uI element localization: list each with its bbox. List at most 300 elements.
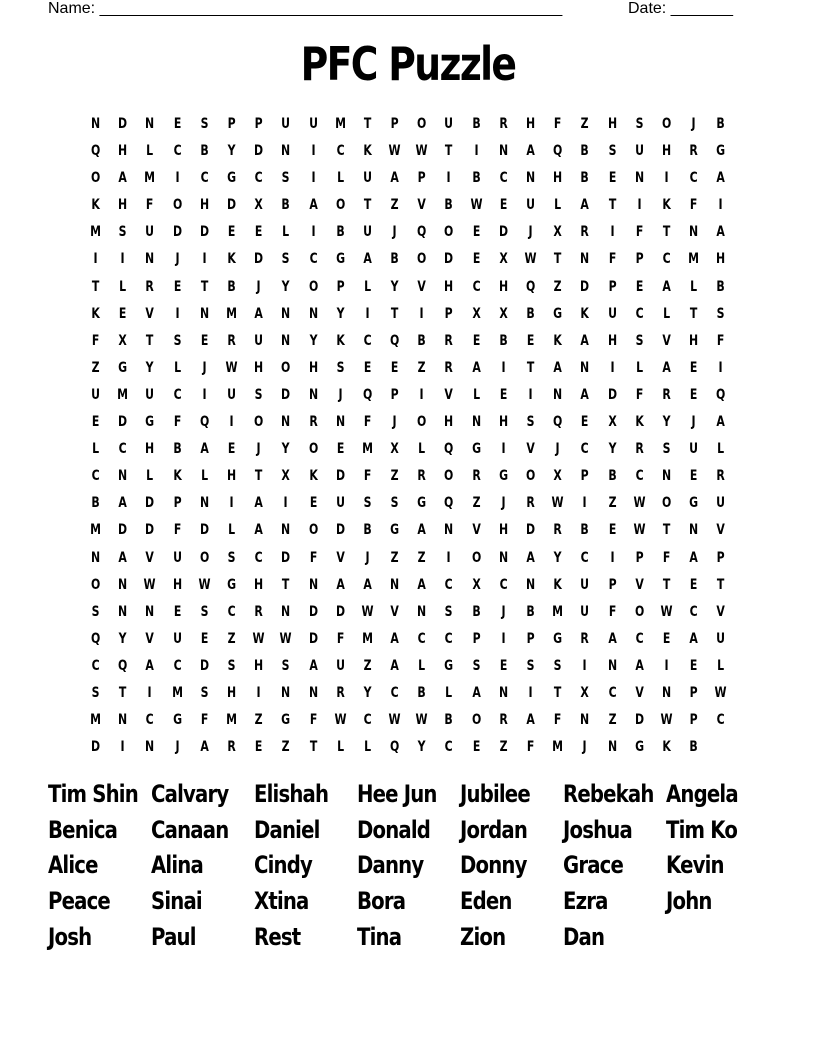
grid-letter: Z [417,549,426,566]
grid-letter: W [660,603,673,620]
grid-letter: X [390,441,399,458]
grid-letter: I [501,359,506,376]
grid-letter: Z [91,359,100,376]
grid-letter: P [445,305,454,322]
grid-letter: F [554,712,562,729]
grid-letter: B [281,197,291,214]
grid-letter: D [199,224,209,241]
grid-letter: L [418,657,426,674]
grid-letter: C [145,712,154,729]
grid-letter: M [226,305,237,322]
grid-letter: I [311,143,316,160]
grid-letter: D [145,495,155,512]
grid-letter: C [662,251,671,268]
grid-letter: L [635,359,643,376]
grid-letter: I [256,684,261,701]
grid-letter: E [173,278,181,295]
grid-letter: D [335,603,345,620]
grid-letter: M [144,170,156,187]
grid-letter: A [662,278,671,295]
grid-letter: U [689,441,699,458]
grid-letter: V [444,386,454,403]
grid-letter: C [309,251,318,268]
grid-letter: I [229,495,234,512]
grid-letter: M [171,684,183,701]
grid-letter: O [335,197,345,214]
grid-letter: S [281,170,290,187]
grid-letter: Y [281,278,290,295]
grid-letter: N [661,684,672,701]
grid-letter: U [580,603,590,620]
grid-letter: G [553,630,563,647]
grid-letter: P [689,712,698,729]
grid-letter: W [551,495,564,512]
grid-letter: M [362,630,373,647]
grid-letter: L [228,522,236,539]
grid-letter: O [525,468,536,485]
grid-letter: N [607,657,617,674]
grid-letter: Q [444,441,454,458]
word-list-item: Dan [563,922,605,951]
grid-letter: T [200,278,209,295]
name-field-label[interactable]: Name: ____________________________________________________ [48,0,563,17]
grid-letter: K [308,468,318,485]
grid-letter: V [716,603,726,620]
grid-letter: K [553,332,563,349]
grid-letter: C [499,576,508,593]
grid-letter: J [175,251,180,268]
grid-letter: C [254,170,263,187]
grid-letter: T [282,576,290,593]
grid-letter: N [91,549,101,566]
grid-letter: W [660,712,673,729]
grid-letter: U [335,495,345,512]
grid-letter: P [417,170,426,187]
grid-letter: P [608,278,617,295]
grid-letter: C [635,305,644,322]
grid-letter: N [281,414,291,431]
grid-letter: R [499,712,508,729]
grid-letter: V [417,278,427,295]
grid-letter: H [498,522,508,539]
grid-letter: Y [390,278,399,295]
word-list-item: Joshua [563,815,632,844]
grid-letter: M [688,251,700,268]
grid-letter: B [91,495,100,512]
grid-letter: Y [608,441,617,458]
grid-letter: Z [227,630,236,647]
grid-letter: R [227,332,236,349]
grid-letter: I [474,143,479,160]
word-list-item: Tina [357,922,402,951]
grid-letter: T [390,305,399,322]
header [48,0,748,20]
grid-letter: X [254,197,263,214]
grid-letter: W [633,495,646,512]
grid-letter: K [172,468,182,485]
grid-letter: B [580,170,590,187]
grid-letter: F [526,739,535,756]
grid-letter: T [363,197,372,214]
word-list-item: Cindy [254,851,313,880]
grid-letter: S [281,251,290,268]
grid-letter: O [444,468,454,485]
grid-letter: D [118,116,128,132]
grid-letter: H [226,468,237,485]
grid-letter: D [580,278,590,295]
grid-letter: G [689,495,699,512]
grid-letter: B [472,603,481,620]
grid-letter: F [608,251,616,268]
grid-letter: A [580,197,590,214]
grid-letter: S [472,657,481,674]
grid-letter: W [388,143,401,160]
word-list-item: Tim Shin [48,780,138,808]
grid-letter: A [200,739,209,756]
grid-letter: U [172,549,182,566]
grid-letter: W [524,251,537,268]
grid-letter: K [363,143,372,160]
grid-letter: H [172,576,182,593]
grid-letter: C [254,549,263,566]
grid-letter: F [662,549,671,566]
grid-letter: B [716,278,726,295]
grid-letter: R [553,522,562,539]
grid-letter: W [198,576,211,593]
grid-letter: B [472,170,481,187]
grid-letter: L [282,224,290,241]
grid-letter: B [580,143,590,160]
grid-letter: V [635,576,644,593]
grid-letter: I [446,170,452,187]
grid-letter: A [308,197,318,214]
grid-letter: Q [553,414,563,431]
grid-letter: Y [363,684,372,701]
grid-letter: C [445,739,454,756]
grid-letter: A [526,712,535,729]
grid-letter: G [471,441,481,458]
grid-letter: B [716,116,726,132]
grid-letter: R [472,468,481,485]
grid-letter: I [664,170,669,187]
grid-letter: O [471,712,481,729]
grid-letter: S [200,116,209,132]
grid-letter: Q [118,657,128,674]
grid-letter: Q [716,386,726,403]
grid-letter: T [608,197,616,214]
grid-letter: I [311,224,316,241]
grid-letter: H [716,251,726,268]
grid-letter: N [471,414,481,431]
grid-letter: Z [608,712,617,729]
grid-letter: O [417,251,427,268]
grid-letter: W [225,359,238,376]
grid-letter: C [390,684,399,701]
grid-letter: R [254,603,263,620]
grid-letter: R [227,739,236,756]
grid-letter: I [637,197,642,214]
grid-letter: X [553,224,562,241]
grid-letter: N [526,170,536,187]
grid-letter: N [444,522,454,539]
grid-letter: R [444,332,454,349]
grid-letter: G [335,251,345,268]
letter-grid [82,111,735,761]
grid-letter: W [279,630,292,647]
grid-letter: S [118,224,127,241]
grid-letter: K [91,305,100,322]
grid-letter: C [635,630,644,647]
grid-letter: Y [227,143,236,160]
grid-letter: V [471,522,481,539]
grid-letter: G [227,170,237,187]
grid-letter: P [472,630,481,647]
grid-letter: F [717,332,725,349]
grid-letter: G [444,657,454,674]
grid-letter: D [335,468,345,485]
grid-letter: I [664,657,669,674]
grid-letter: A [716,414,726,431]
grid-letter: F [200,712,209,729]
grid-letter: F [689,197,698,214]
grid-letter: O [661,116,672,132]
grid-letter: N [118,468,128,485]
grid-letter: N [118,576,128,593]
grid-letter: E [499,657,508,674]
grid-letter: Q [444,495,454,512]
grid-letter: A [254,522,263,539]
grid-letter: T [554,251,562,268]
page-title: PFC Puzzle [300,37,516,91]
grid-letter: E [635,278,644,295]
grid-letter: W [415,712,428,729]
grid-letter: S [662,441,671,458]
grid-letter: I [93,251,98,268]
grid-letter: H [444,278,454,295]
grid-letter: N [417,603,427,620]
grid-letter: E [689,576,698,593]
grid-letter: B [417,684,426,701]
grid-letter: E [227,441,236,458]
grid-letter: M [90,522,102,539]
grid-letter: Z [254,712,263,729]
grid-letter: L [173,359,181,376]
word-list-item: Canaan [151,815,229,844]
grid-letter: I [419,386,424,403]
grid-letter: O [471,549,481,566]
grid-letter: Y [146,359,154,376]
grid-letter: D [281,386,291,403]
grid-letter: X [499,251,508,268]
grid-letter: A [308,657,318,674]
grid-letter: U [444,116,454,132]
grid-letter: S [173,332,182,349]
grid-letter: Z [281,739,290,756]
grid-letter: X [281,468,291,485]
grid-letter: L [418,441,426,458]
grid-letter: A [254,495,263,512]
grid-letter: V [716,522,726,539]
grid-letter: A [716,224,726,241]
grid-letter: H [145,441,155,458]
grid-letter: N [607,739,617,756]
word-list-item: Elishah [254,780,329,808]
grid-letter: R [526,495,535,512]
grid-letter: L [690,278,698,295]
grid-letter: J [691,116,696,132]
word-list-item: Eden [460,887,512,916]
grid-letter: H [498,414,508,431]
grid-letter: O [90,576,101,593]
grid-letter: U [716,495,726,512]
grid-letter: U [254,332,264,349]
grid-letter: Q [525,278,536,295]
grid-letter: A [200,441,209,458]
grid-letter: C [200,170,209,187]
grid-letter: N [634,170,644,187]
grid-letter: Z [390,549,399,566]
grid-letter: O [90,170,101,187]
grid-letter: F [146,197,154,214]
grid-letter: S [526,657,535,674]
grid-letter: R [417,468,427,485]
grid-letter: N [91,116,101,132]
grid-letter: P [635,251,644,268]
grid-letter: X [472,576,481,593]
grid-letter: B [526,305,535,322]
grid-letter: S [200,603,209,620]
grid-letter: C [173,657,182,674]
grid-letter: U [308,116,318,132]
grid-letter: I [229,414,234,431]
grid-letter: C [689,603,698,620]
grid-letter: E [499,197,508,214]
grid-letter: E [200,332,209,349]
grid-letter: D [226,197,237,214]
grid-letter: R [145,278,155,295]
word-list-item: Calvary [151,780,229,808]
grid-letter: E [336,441,345,458]
grid-letter: B [472,116,481,132]
grid-letter: B [227,278,236,295]
grid-letter: E [173,116,181,132]
grid-letter: E [119,305,127,322]
date-field-label[interactable]: Date: _______ [628,0,733,17]
grid-letter: C [118,441,127,458]
grid-letter: M [117,386,129,403]
grid-letter: T [254,468,263,485]
grid-letter: F [554,116,562,132]
grid-letter: P [390,116,399,132]
grid-letter: K [227,251,236,268]
grid-letter: R [336,684,345,701]
grid-letter: I [582,495,588,512]
grid-letter: F [635,224,644,241]
grid-letter: Y [662,414,671,431]
word-list-item: Grace [563,851,624,880]
grid-letter: A [607,630,617,647]
grid-letter: O [281,359,291,376]
grid-letter: K [91,197,100,214]
grid-letter: N [498,143,508,160]
grid-letter: D [308,603,318,620]
grid-letter: J [256,278,261,295]
grid-letter: B [390,251,399,268]
grid-letter: B [200,143,209,160]
grid-letter: B [363,522,372,539]
grid-letter: Q [553,143,563,160]
grid-letter: S [363,495,372,512]
grid-letter: S [553,657,562,674]
grid-letter: B [172,441,182,458]
grid-letter: E [309,495,317,512]
word-list-item: Daniel [254,815,320,844]
grid-letter: S [635,116,644,132]
grid-letter: G [227,576,237,593]
grid-letter: O [199,549,209,566]
grid-letter: L [472,386,480,403]
grid-letter: D [145,522,155,539]
grid-letter: K [662,197,671,214]
grid-letter: C [91,657,100,674]
grid-letter: A [662,359,671,376]
grid-letter: H [254,359,264,376]
grid-letter: Z [553,278,562,295]
grid-letter: C [716,712,725,729]
grid-letter: Y [309,332,318,349]
grid-letter: A [390,630,399,647]
grid-letter: I [501,630,506,647]
grid-letter: H [661,143,672,160]
grid-letter: L [92,441,100,458]
grid-letter: D [634,712,644,729]
grid-letter: O [444,224,454,241]
grid-letter: J [501,603,506,620]
grid-letter: U [145,224,155,241]
grid-letter: G [553,305,563,322]
grid-letter: C [173,143,182,160]
grid-letter: I [610,224,615,241]
word-list-item: John [666,887,712,916]
word-list-item: Alice [48,851,98,880]
grid-letter: I [718,359,723,376]
grid-letter: O [634,603,644,620]
grid-letter: R [689,143,698,160]
grid-letter: Y [281,441,290,458]
grid-letter: P [336,278,345,295]
grid-letter: N [199,305,209,322]
grid-letter: T [662,576,671,593]
word-list-item: Danny [357,851,424,880]
grid-letter: V [526,441,535,458]
grid-letter: Y [553,549,562,566]
grid-letter: S [336,359,345,376]
grid-letter: N [498,549,508,566]
grid-letter: Q [90,143,101,160]
grid-letter: T [526,359,535,376]
grid-letter: X [499,305,508,322]
word-list-item: Bora [357,887,406,916]
grid-letter: I [610,549,615,566]
grid-letter: R [444,359,454,376]
grid-letter: D [526,522,536,539]
grid-letter: U [716,630,726,647]
grid-letter: X [472,305,481,322]
grid-letter: H [254,657,264,674]
grid-letter: A [689,549,698,566]
grid-letter: H [553,170,563,187]
grid-letter: A [417,522,427,539]
